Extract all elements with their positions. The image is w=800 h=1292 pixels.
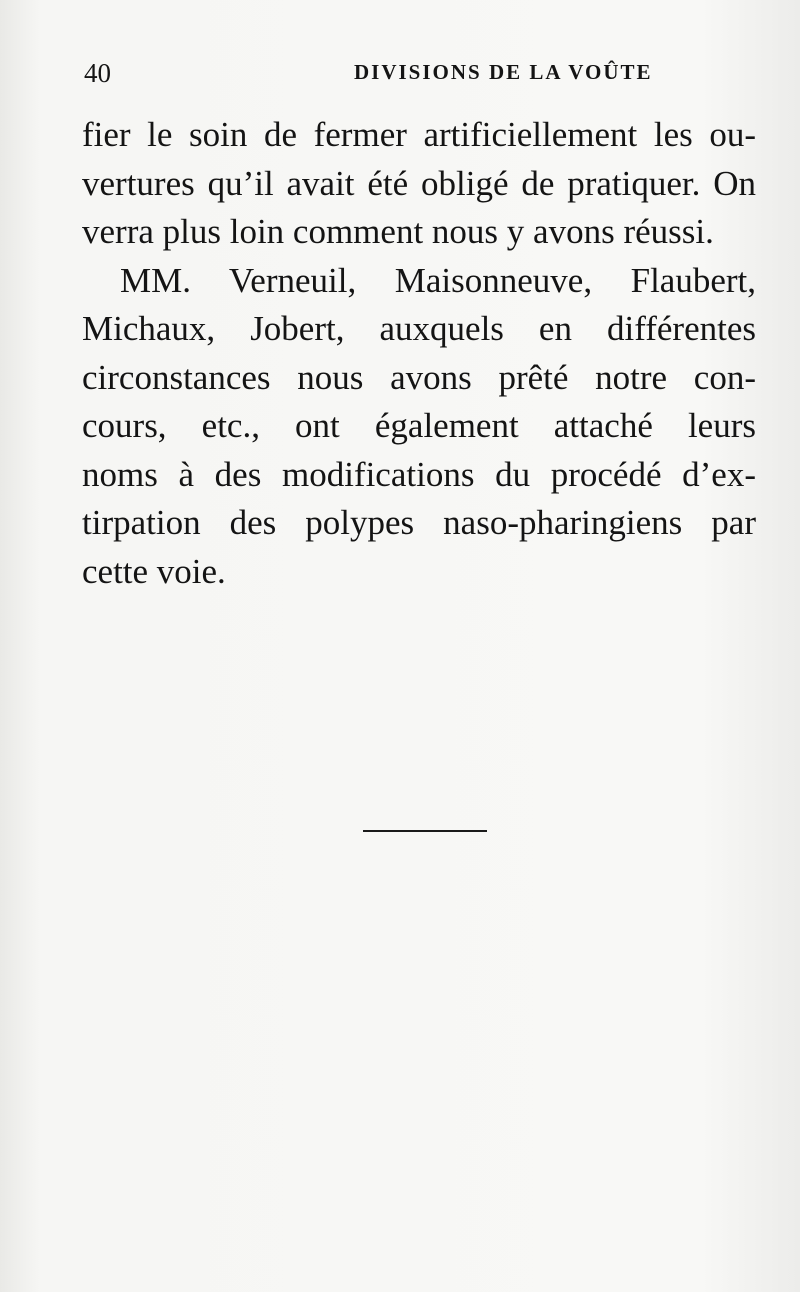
text-line: cours, etc., ont également attaché leurs (82, 406, 756, 445)
page-header (84, 58, 764, 92)
text-line: tirpation des polypes naso-pharingiens par (82, 503, 756, 542)
text-line: Michaux, Jobert, auxquels en différentes (82, 309, 756, 348)
page-number: 40 (84, 58, 111, 88)
body-text (82, 111, 756, 596)
text-line: verra plus loin comment nous y avons réussi. (82, 212, 714, 251)
text-line: noms à des modifications du procédé d’ex- (82, 454, 756, 494)
text-line: vertures qu’il avait été obligé de pratiquer. On (82, 163, 756, 203)
text-line: cette voie. (82, 551, 226, 591)
text-line: MM. Verneuil, Maisonneuve, Flaubert, (120, 260, 756, 300)
section-divider-rule (363, 830, 487, 832)
reverse-page-show-through (84, 560, 760, 1239)
text-line: circonstances nous avons prêté notre con- (82, 357, 756, 397)
running-head: DIVISIONS DE LA VOÛTE (354, 60, 653, 84)
text-line: fier le soin de fermer artificiellement les ou- (82, 115, 756, 154)
